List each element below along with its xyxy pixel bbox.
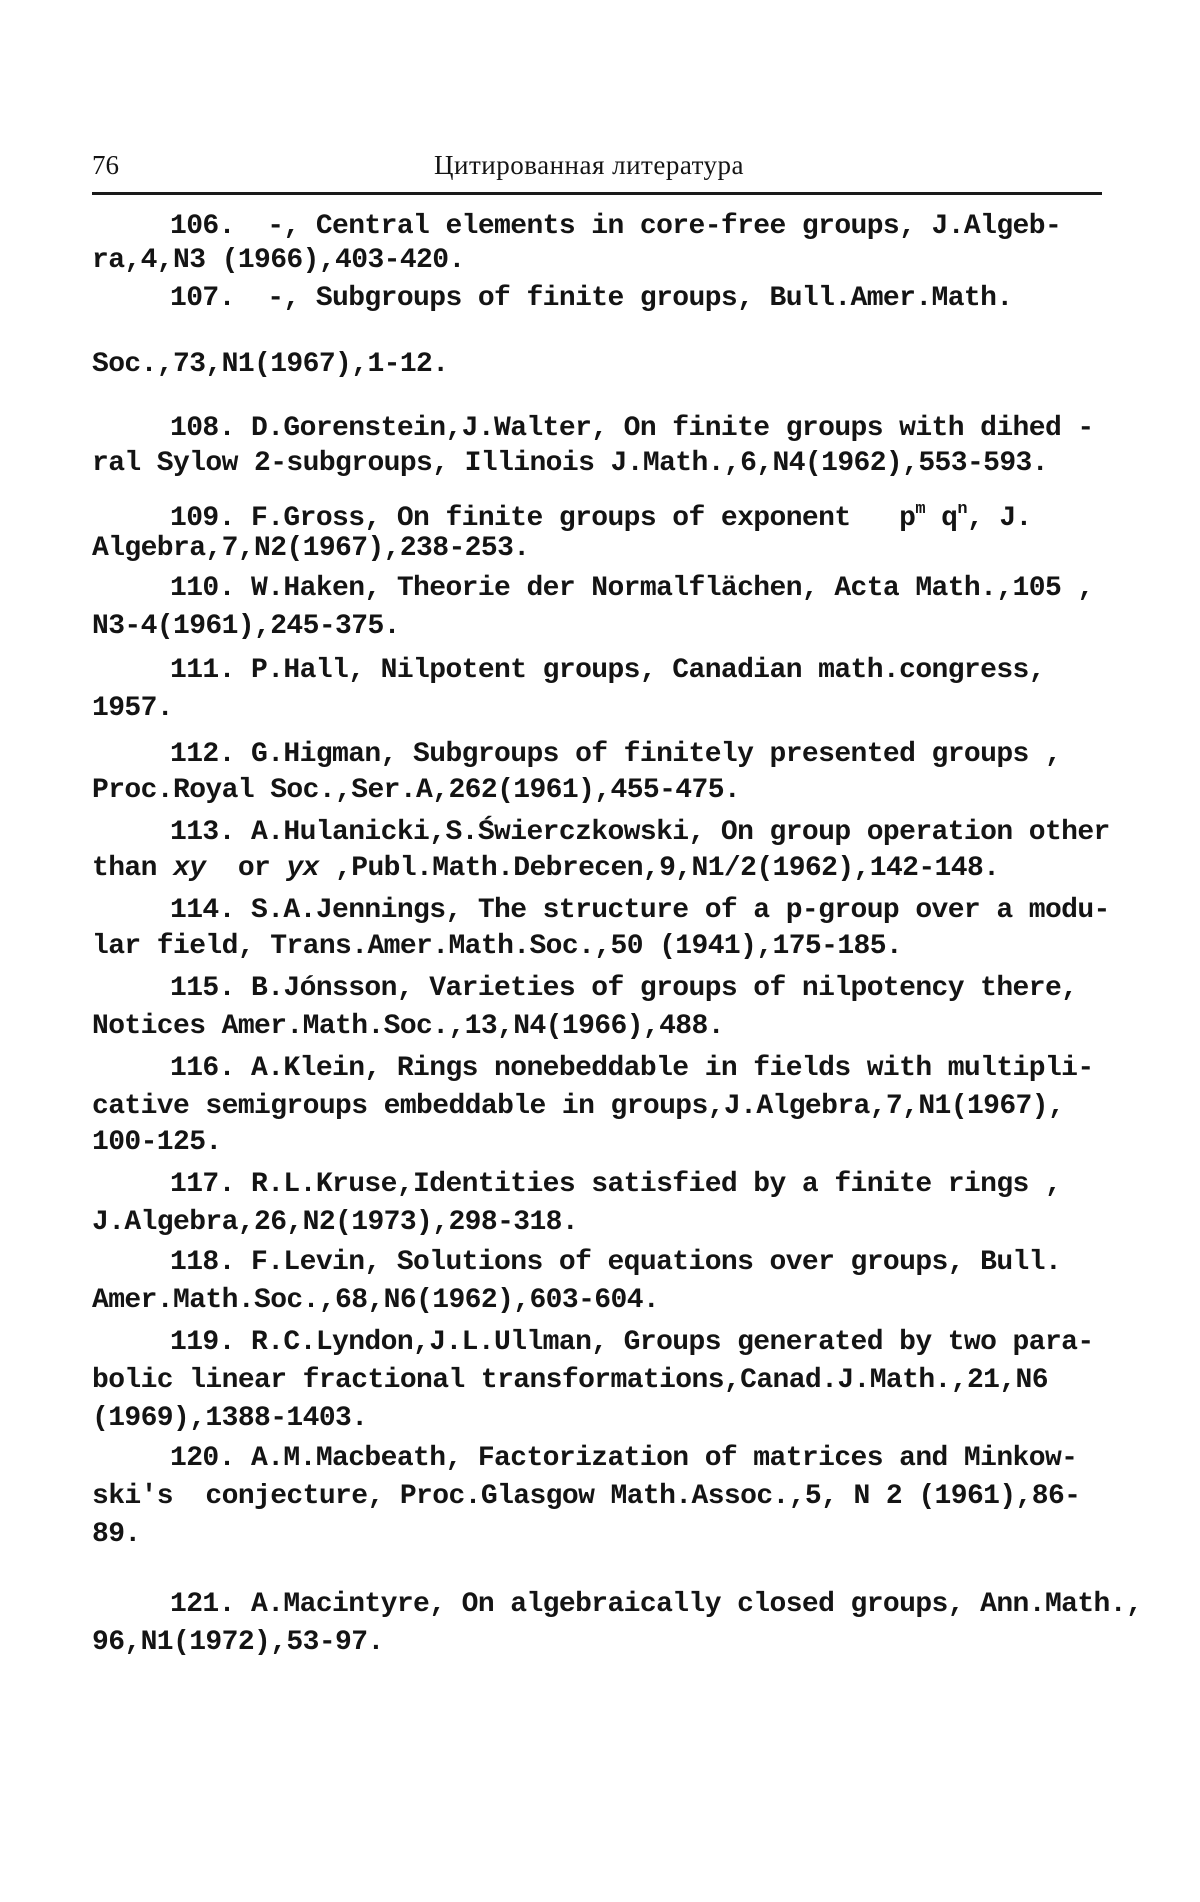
reference-line: 112. G.Higman, Subgroups of finitely presented groups ,	[170, 739, 1062, 770]
reference-line: J.Algebra,26,N2(1973),298-318.	[92, 1207, 579, 1238]
reference-line	[92, 852, 999, 886]
reference-line	[170, 493, 1032, 536]
reference-line: Amer.Math.Soc.,68,N6(1962),603-604.	[92, 1285, 660, 1316]
reference-line: Proc.Royal Soc.,Ser.A,262(1961),455-475.	[92, 775, 741, 806]
reference-line: 113. A.Hulanicki,S.Świerczkowski, On group operation other	[170, 817, 1110, 848]
exponent-base: p	[899, 503, 916, 534]
reference-line: (1969),1388-1403.	[92, 1403, 368, 1434]
reference-line: lar field, Trans.Amer.Math.Soc.,50 (1941),175-185.	[92, 931, 903, 962]
reference-line: 89.	[92, 1519, 141, 1550]
reference-line: ski's conjecture, Proc.Glasgow Math.Assoc.,5, N 2 (1961),86-	[92, 1481, 1081, 1512]
exponent-sup: n	[957, 500, 967, 519]
exponent-base: q	[924, 503, 958, 534]
math-xy: xy	[173, 853, 206, 884]
reference-line: 96,N1(1972),53-97.	[92, 1627, 384, 1658]
reference-text: 109. F.Gross, On finite groups of exponent	[170, 503, 851, 534]
reference-line: bolic linear fractional transformations,Canad.J.Math.,21,N6	[92, 1365, 1048, 1396]
reference-line: Notices Amer.Math.Soc.,13,N4(1966),488.	[92, 1011, 724, 1042]
reference-line: 114. S.A.Jennings, The structure of a p-group over a modu-	[170, 895, 1110, 926]
page-number: 76	[92, 150, 119, 180]
reference-line: N3-4(1961),245-375.	[92, 611, 400, 642]
header-rule	[92, 192, 1102, 195]
reference-text: , J.	[966, 503, 1032, 534]
reference-text: ,Publ.Math.Debrecen,9,N1/2(1962),142-148.	[335, 853, 1000, 884]
page-header	[92, 150, 1102, 190]
reference-line: Soc.,73,N1(1967),1-12.	[92, 349, 449, 380]
reference-line: ral Sylow 2-subgroups, Illinois J.Math.,6,N4(1962),553-593.	[92, 448, 1048, 479]
reference-line: ra,4,N3 (1966),403-420.	[92, 245, 465, 276]
reference-text: or	[237, 853, 271, 884]
running-title: Цитированная литература	[434, 150, 745, 180]
reference-line: 111. P.Hall, Nilpotent groups, Canadian math.congress,	[170, 655, 1045, 686]
reference-text: than	[92, 853, 157, 884]
reference-line: 110. W.Haken, Theorie der Normalflächen, Acta Math.,105 ,	[170, 573, 1094, 604]
math-yx: yx	[286, 853, 319, 884]
reference-line: 107. -, Subgroups of finite groups, Bull.Amer.Math.	[170, 283, 1013, 314]
reference-line: 106. -, Central elements in core-free groups, J.Algeb-	[170, 211, 1062, 242]
reference-line: 115. B.Jónsson, Varieties of groups of nilpotency there,	[170, 973, 1078, 1004]
reference-line: 100-125.	[92, 1127, 222, 1158]
reference-line: 121. A.Macintyre, On algebraically closed groups, Ann.Math.,	[170, 1589, 1143, 1620]
exponent-sup: m	[915, 500, 925, 519]
reference-line: 118. F.Levin, Solutions of equations over groups, Bull.	[170, 1247, 1062, 1278]
reference-line: 120. A.M.Macbeath, Factorization of matrices and Minkow-	[170, 1443, 1078, 1474]
reference-line: 117. R.L.Kruse,Identities satisfied by a finite rings ,	[170, 1169, 1062, 1200]
reference-line: 116. A.Klein, Rings nonebeddable in fields with multipli-	[170, 1053, 1094, 1084]
reference-line: cative semigroups embeddable in groups,J.Algebra,7,N1(1967),	[92, 1091, 1065, 1122]
reference-line: Algebra,7,N2(1967),238-253.	[92, 533, 530, 564]
reference-line: 108. D.Gorenstein,J.Walter, On finite groups with dihed -	[170, 413, 1094, 444]
reference-line: 119. R.C.Lyndon,J.L.Ullman, Groups generated by two para-	[170, 1327, 1094, 1358]
reference-line: 1957.	[92, 693, 174, 724]
